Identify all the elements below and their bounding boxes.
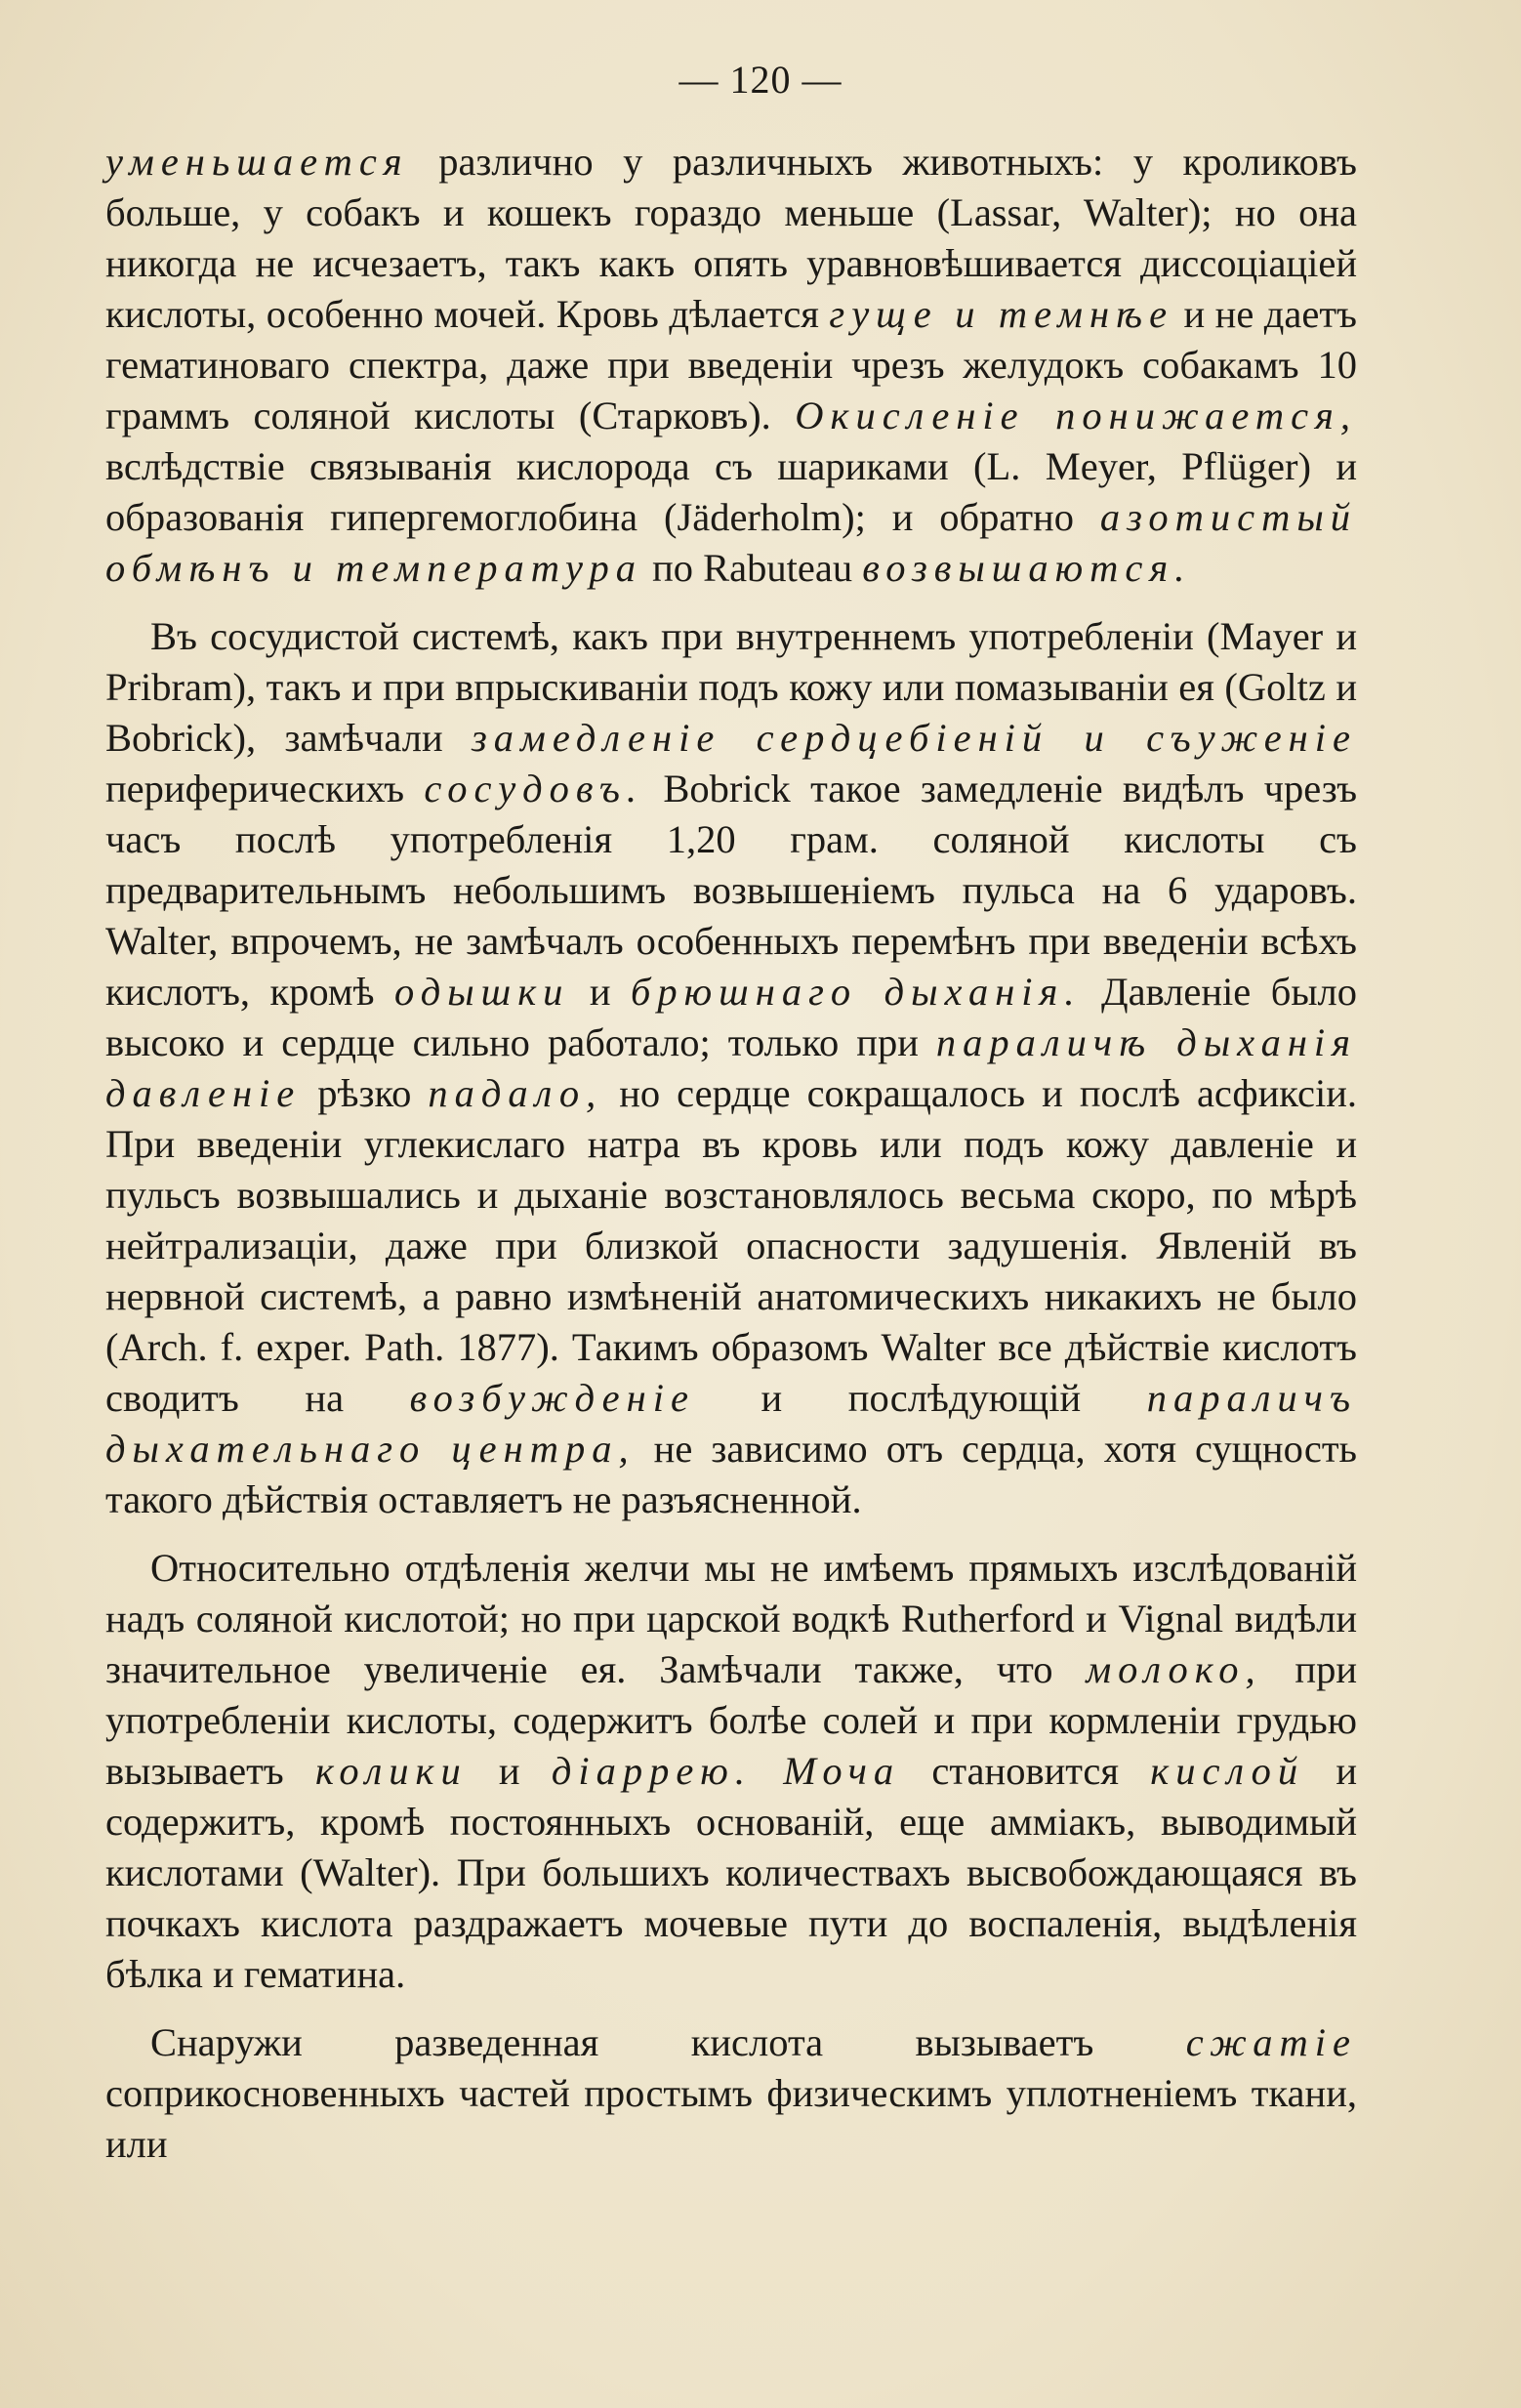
emphasis-text: параличъ дыхательнаго центра, [105, 1376, 1357, 1471]
emphasis-text: кислой [1150, 1749, 1305, 1793]
body-text [752, 1749, 783, 1793]
body-text: вслѣдствіе связыванія кислорода съ шариками (L. Meyer, Pflüger) и образованія гипергемоглобина (Jäderholm); и обратно [105, 444, 1357, 539]
body-text: рѣзко [301, 1071, 429, 1115]
body-text: Bobrick такое замедленіе видѣлъ чрезъ часъ послѣ употребленія 1,20 грам. соляной кислоты съ предварительнымъ небольшимъ возвышеніемъ пульса на 6 ударовъ. Walter, впрочемъ, не замѣчалъ особенныхъ перемѣнъ при введеніи всѣхъ кислотъ, кромѣ [105, 767, 1358, 1014]
page-body [105, 137, 1357, 2187]
page-number: — 120 — [678, 58, 843, 102]
emphasis-text: молоко, [1086, 1647, 1262, 1691]
body-text: при употребленіи кислоты, содержитъ болѣе солей и при кормленіи грудью вызываетъ [105, 1647, 1358, 1793]
body-text: соприкосновенныхъ частей простымъ физическимъ уплотненіемъ ткани, или [105, 2071, 1357, 2166]
emphasis-text: параличѣ дыханія давленіе [105, 1020, 1357, 1115]
emphasis-text: одышки [393, 970, 570, 1014]
paragraph-4 [105, 2017, 1357, 2170]
emphasis-text: замедленіе сердцебіеній и съуженіе [471, 716, 1357, 760]
emphasis-text: сжатіе [1185, 2020, 1357, 2064]
paragraph-2 [105, 611, 1357, 1525]
emphasis-text: сосудовъ. [424, 767, 644, 810]
body-text: различно у различныхъ животныхъ: у кроликовъ больше, у собакъ и кошекъ гораздо меньше (Lassar, Walter); но она никогда не исчезаетъ, такъ какъ опять уравновѣшивается диссоціаціей кислоты, особенно мочей. Кровь дѣлается [105, 140, 1357, 336]
body-text: не зависимо отъ сердца, хотя сущность такого дѣйствія оставляетъ не разъясненной. [105, 1427, 1357, 1521]
emphasis-text: брюшнаго дыханія. [631, 970, 1082, 1014]
body-text: по Rabuteau [641, 546, 863, 590]
emphasis-text: падало, [428, 1071, 603, 1115]
body-text: Снаружи разведенная кислота вызываетъ [150, 2020, 1186, 2064]
body-text: и не даетъ гематиноваго спектра, даже при введеніи чрезъ желудокъ собакамъ 10 граммъ соляной кислоты (Старковъ). [105, 292, 1357, 437]
paragraph-1 [105, 137, 1357, 594]
emphasis-text: Окисленіе понижается, [795, 394, 1357, 437]
body-text: и [569, 970, 631, 1014]
emphasis-text: азотистый обмѣнъ и температура [105, 495, 1357, 590]
emphasis-text: діаррею. [551, 1749, 752, 1793]
paragraph-3 [105, 1543, 1357, 2000]
emphasis-text: возбужденіе [409, 1376, 695, 1420]
emphasis-text: гуще и темнѣе [829, 292, 1174, 336]
emphasis-text: колики [314, 1749, 468, 1793]
body-text: и [467, 1749, 552, 1793]
emphasis-text: уменьшается [105, 140, 409, 184]
body-text: периферическихъ [105, 767, 425, 810]
body-text: Въ сосудистой системѣ, какъ при внутреннемъ употребленіи (Mayer и Pribram), такъ и при впрыскиваніи подъ кожу или помазываніи ея (Goltz и Bobrick), замѣчали [105, 614, 1357, 760]
emphasis-text: возвышаются. [862, 546, 1192, 590]
body-text: и содержитъ, кромѣ постоянныхъ основаній, еще амміакъ, выводимый кислотами (Walter). При большихъ количествахъ высвобождающаяся въ почкахъ кислота раздражаетъ мочевые пути до воспаленія, выдѣленія бѣлка и гематина. [105, 1749, 1357, 1996]
body-text: становится [900, 1749, 1151, 1793]
emphasis-text: Моча [783, 1749, 901, 1793]
body-text: но сердце сокращалось и послѣ асфиксіи. При введеніи углекислаго натра въ кровь или подъ кожу давленіе и пульсъ возвышались и дыханіе возстановлялось весьма скоро, по мѣрѣ нейтрализаціи, даже при близкой опасности задушенія. Явленій въ нервной системѣ, а равно измѣненій анатомическихъ никакихъ не было (Arch. f. exper. Path. 1877). Такимъ образомъ Walter все дѣйствіе кислотъ сводитъ на [105, 1071, 1358, 1420]
body-text: Давленіе было высоко и сердце сильно работало; только при [105, 970, 1358, 1064]
body-text: Относительно отдѣленія желчи мы не имѣемъ прямыхъ изслѣдованій надъ соляной кислотой; но при царской водкѣ Rutherford и Vignal видѣли значительное увеличеніе ея. Замѣчали также, что [105, 1546, 1357, 1691]
body-text: и послѣдующій [694, 1376, 1147, 1420]
